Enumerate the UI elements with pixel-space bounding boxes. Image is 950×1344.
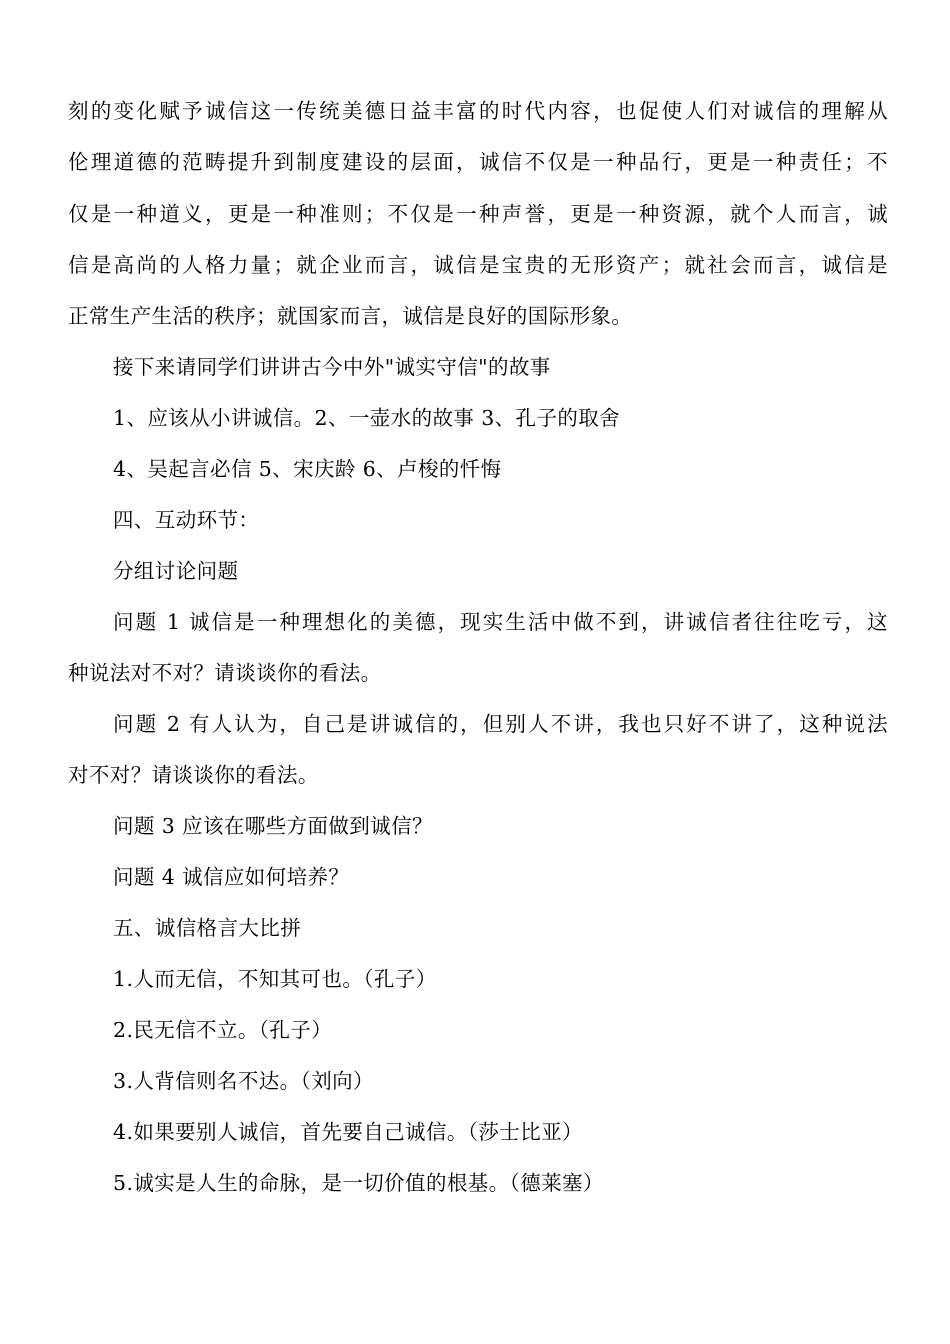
- paragraph-line-3: 仅是一种道义，更是一种准则；不仅是一种声誉，更是一种资源，就个人而言，诚: [68, 202, 888, 226]
- question-1-line-1: 问题 1 诚信是一种理想化的美德，现实生活中做不到，讲诚信者往往吃亏，这: [113, 610, 888, 634]
- question-2-line-1: 问题 2 有人认为，自己是讲诚信的，但别人不讲，我也只好不讲了，这种说法: [113, 712, 888, 736]
- section-4-subheading: 分组讨论问题: [113, 559, 239, 583]
- quote-item: 5.诚实是人生的命脉，是一切价值的根基。（德莱塞）: [113, 1171, 604, 1195]
- quote-item: 2.民无信不立。（孔子）: [113, 1018, 333, 1042]
- quote-item: 1.人而无信，不知其可也。（孔子）: [113, 967, 437, 991]
- section-4-heading: 四、互动环节：: [113, 508, 260, 532]
- paragraph-line-2: 伦理道德的范畴提升到制度建设的层面，诚信不仅是一种品行，更是一种责任；不: [68, 150, 888, 174]
- question-3: 问题 3 应该在哪些方面做到诚信？: [113, 814, 433, 838]
- question-1-line-2: 种说法对不对？请谈谈你的看法。: [68, 661, 382, 685]
- quote-item: 3.人背信则名不达。（刘向）: [113, 1069, 374, 1093]
- quote-item: 4.如果要别人诚信，首先要自己诚信。（莎士比亚）: [113, 1120, 583, 1144]
- paragraph-line-1: 刻的变化赋予诚信这一传统美德日益丰富的时代内容，也促使人们对诚信的理解从: [68, 99, 888, 123]
- question-2-line-2: 对不对？请谈谈你的看法。: [68, 763, 319, 787]
- stories-intro: 接下来请同学们讲讲古今中外"诚实守信"的故事: [113, 355, 551, 379]
- paragraph-line-5: 正常生产生活的秩序；就国家而言，诚信是良好的国际形象。: [68, 304, 633, 328]
- section-5-heading: 五、诚信格言大比拼: [113, 916, 302, 940]
- stories-list-line-2: 4、吴起言必信 5、宋庆龄 6、卢梭的忏悔: [113, 457, 502, 481]
- question-4: 问题 4 诚信应如何培养？: [113, 865, 350, 889]
- paragraph-line-4: 信是高尚的人格力量；就企业而言，诚信是宝贵的无形资产；就社会而言，诚信是: [68, 253, 888, 277]
- stories-list-line-1: 1、应该从小讲诚信。2、一壶水的故事 3、孔子的取舍: [113, 406, 621, 430]
